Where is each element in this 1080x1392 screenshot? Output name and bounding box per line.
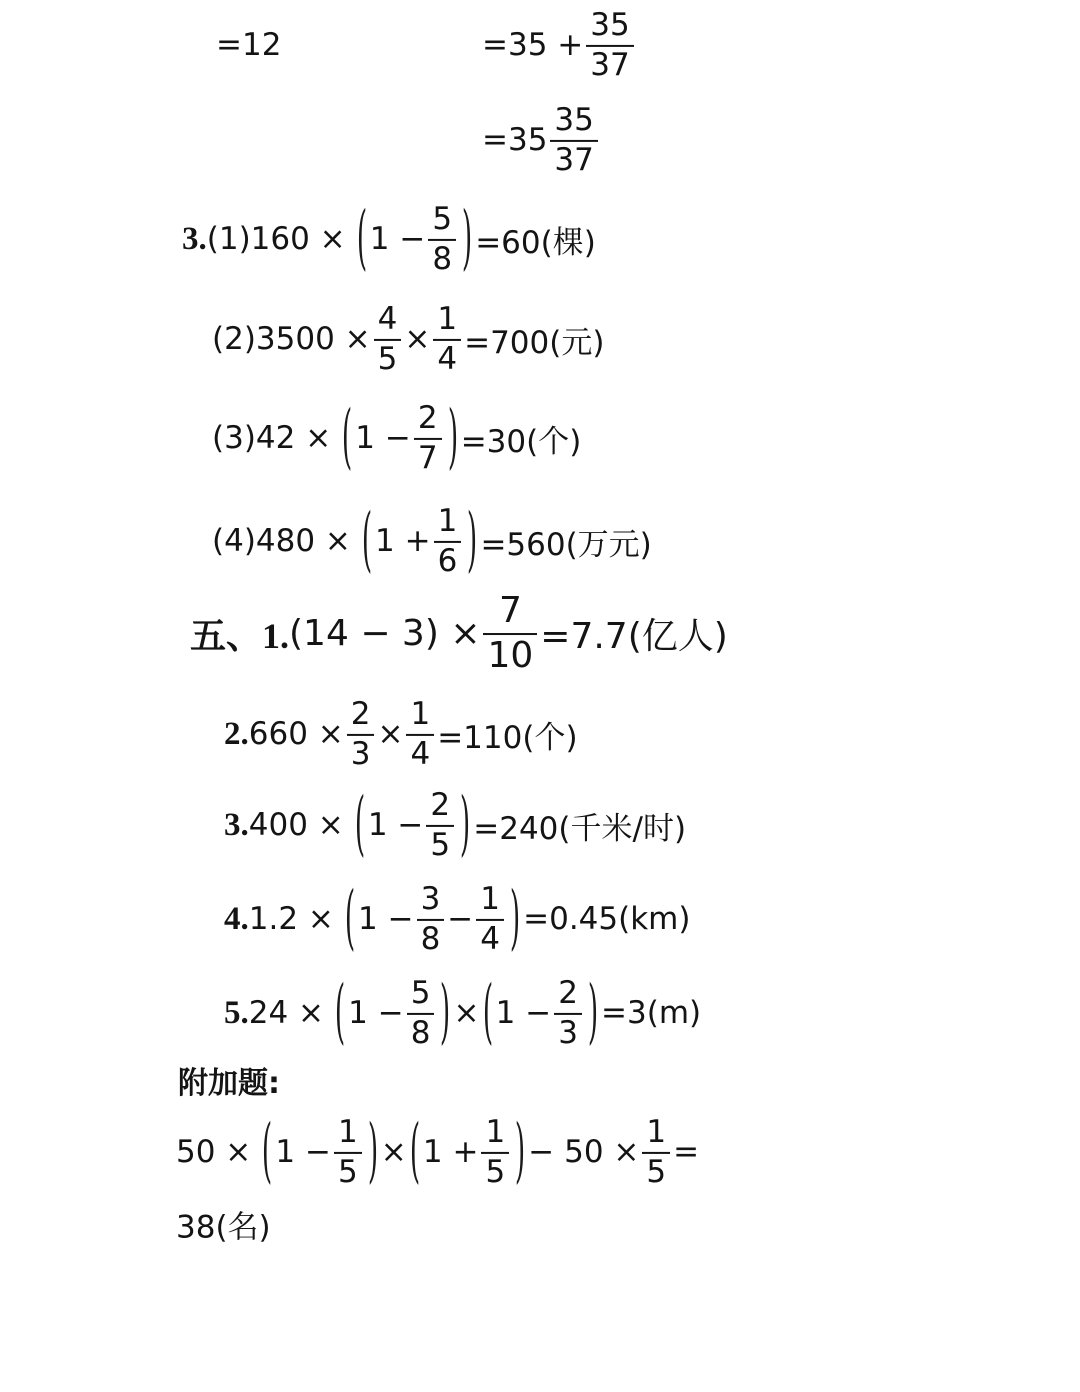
left-paren: (	[361, 499, 373, 581]
right-paren: )	[367, 1110, 378, 1192]
q3-part1	[182, 197, 596, 279]
left-paren: (	[344, 877, 356, 959]
expr-text: 1.2 ×	[248, 901, 334, 937]
expr-text: 50 ×	[176, 1134, 252, 1170]
denominator: 3	[554, 1013, 582, 1052]
fraction	[417, 881, 445, 957]
extra-title-line	[178, 1058, 280, 1102]
fraction	[374, 301, 402, 377]
expr-text: =12	[216, 27, 282, 63]
fraction	[347, 696, 375, 772]
q3-part2	[212, 301, 604, 377]
denominator: 5	[426, 825, 454, 864]
left-paren: (	[334, 971, 346, 1053]
expr-line-1a	[216, 27, 281, 63]
numerator: 7	[498, 590, 522, 632]
denominator: 7	[414, 438, 442, 477]
right-paren: )	[467, 499, 478, 581]
expr-text: =35 +	[482, 27, 584, 63]
section5-q3	[224, 783, 687, 865]
denominator: 37	[586, 45, 633, 84]
denominator: 5	[334, 1152, 362, 1191]
numerator: 2	[417, 399, 438, 436]
right-paren: )	[460, 783, 471, 865]
expr-text: (3)42 ×	[212, 420, 332, 456]
denominator: 37	[550, 140, 597, 179]
fraction	[476, 881, 504, 957]
denominator: 3	[347, 734, 375, 773]
fraction	[407, 975, 435, 1051]
denominator: 10	[483, 634, 537, 678]
answer-text: =60(棵)	[475, 224, 596, 261]
fraction	[483, 590, 537, 678]
right-paren: )	[515, 1110, 526, 1192]
answer-text: =240(千米/时)	[473, 810, 687, 847]
expr-text: − 50 ×	[528, 1134, 640, 1170]
q3-part3	[212, 396, 582, 478]
fraction	[428, 201, 456, 277]
expr-text: 660 ×	[248, 716, 344, 752]
times-sign: ×	[453, 995, 480, 1031]
numerator: 2	[558, 974, 578, 1011]
times-sign: ×	[404, 321, 431, 357]
expr-text: (1)160 ×	[206, 221, 346, 257]
fraction	[550, 102, 597, 178]
expr-text: (2)3500 ×	[212, 321, 371, 357]
expr-text: 1 −	[495, 995, 552, 1031]
left-paren: (	[409, 1110, 420, 1192]
numerator: 1	[410, 695, 431, 732]
fraction	[642, 1114, 670, 1190]
expr-text: 1 −	[355, 420, 411, 456]
left-paren: (	[354, 783, 365, 865]
numerator: 5	[432, 200, 453, 237]
denominator: 8	[417, 919, 445, 958]
equals-sign: =	[673, 1134, 700, 1170]
expr-text: (14 − 3) ×	[289, 613, 481, 655]
answer-text: =30(个)	[460, 423, 582, 460]
extra-expression	[176, 1110, 700, 1192]
numerator: 1	[437, 300, 458, 337]
times-sign: ×	[380, 1134, 407, 1170]
expr-line-1b	[482, 7, 637, 83]
fraction	[433, 301, 461, 377]
extra-result-line	[176, 1202, 271, 1247]
expr-text: =35	[482, 122, 548, 158]
expr-text: 1 −	[275, 1134, 331, 1170]
numerator: 1	[646, 1113, 667, 1150]
numerator: 1	[480, 880, 501, 917]
minus-sign: −	[447, 901, 474, 937]
right-paren: )	[461, 197, 473, 279]
q3-part4	[212, 499, 652, 581]
fraction	[334, 1114, 362, 1190]
denominator: 5	[481, 1152, 509, 1191]
answer-text: =700(元)	[464, 324, 605, 361]
numerator: 4	[377, 300, 398, 337]
denominator: 4	[406, 734, 434, 773]
fraction	[426, 787, 454, 863]
expr-text: 1 −	[367, 807, 424, 843]
right-paren: )	[447, 396, 458, 478]
section5-q1	[190, 590, 728, 678]
times-sign: ×	[377, 716, 404, 752]
answer-text: =7.7(亿人)	[540, 616, 728, 658]
question-number: 4.	[224, 900, 249, 937]
answer-text: =110(个)	[437, 719, 578, 756]
numerator: 5	[410, 974, 431, 1011]
denominator: 5	[642, 1152, 670, 1191]
expr-line-2	[482, 102, 601, 178]
left-paren: (	[342, 396, 353, 478]
answer-text: =560(万元)	[480, 526, 652, 563]
denominator: 4	[433, 339, 461, 378]
denominator: 5	[374, 339, 402, 378]
numerator: 2	[350, 695, 371, 732]
numerator: 1	[485, 1113, 506, 1150]
denominator: 8	[407, 1013, 435, 1052]
denominator: 4	[476, 919, 504, 958]
right-paren: )	[587, 971, 599, 1053]
expr-text: (4)480 ×	[212, 523, 351, 559]
numerator: 1	[437, 502, 458, 539]
numerator: 2	[430, 786, 451, 823]
fraction	[554, 975, 582, 1051]
expr-text: 400 ×	[248, 807, 344, 843]
answer-text: =0.45(km)	[523, 901, 691, 937]
expr-text: 1 −	[358, 901, 414, 937]
denominator: 6	[434, 541, 462, 580]
left-paren: (	[482, 971, 493, 1053]
answer-text: =3(m)	[601, 995, 702, 1031]
numerator: 35	[590, 6, 630, 43]
right-paren: )	[509, 877, 521, 959]
question-number: 5.	[224, 994, 249, 1031]
fraction	[406, 696, 434, 772]
fraction	[481, 1114, 509, 1190]
question-number: 2.	[224, 715, 249, 752]
numerator: 35	[554, 101, 594, 138]
numerator: 3	[420, 880, 441, 917]
section5-q2	[224, 696, 578, 772]
question-number: 3.	[224, 806, 249, 843]
expr-text: 1 +	[422, 1134, 479, 1170]
right-paren: )	[440, 971, 451, 1053]
denominator: 8	[428, 239, 456, 278]
section5-q4	[224, 877, 691, 959]
expr-text: 1 −	[369, 221, 426, 257]
expr-text: 1 +	[375, 523, 431, 559]
fraction	[414, 400, 442, 476]
question-number: 3.	[182, 220, 207, 257]
expr-text: 24 ×	[248, 995, 325, 1031]
left-paren: (	[262, 1110, 273, 1192]
extra-title: 附加题:	[178, 1066, 280, 1101]
section-heading: 五、1.	[190, 616, 290, 657]
left-paren: (	[356, 197, 367, 279]
fraction	[434, 503, 462, 579]
answer-text: 38(名)	[176, 1209, 271, 1246]
section5-q5	[224, 971, 702, 1053]
expr-text: 1 −	[348, 995, 404, 1031]
fraction	[586, 7, 633, 83]
numerator: 1	[337, 1113, 358, 1150]
